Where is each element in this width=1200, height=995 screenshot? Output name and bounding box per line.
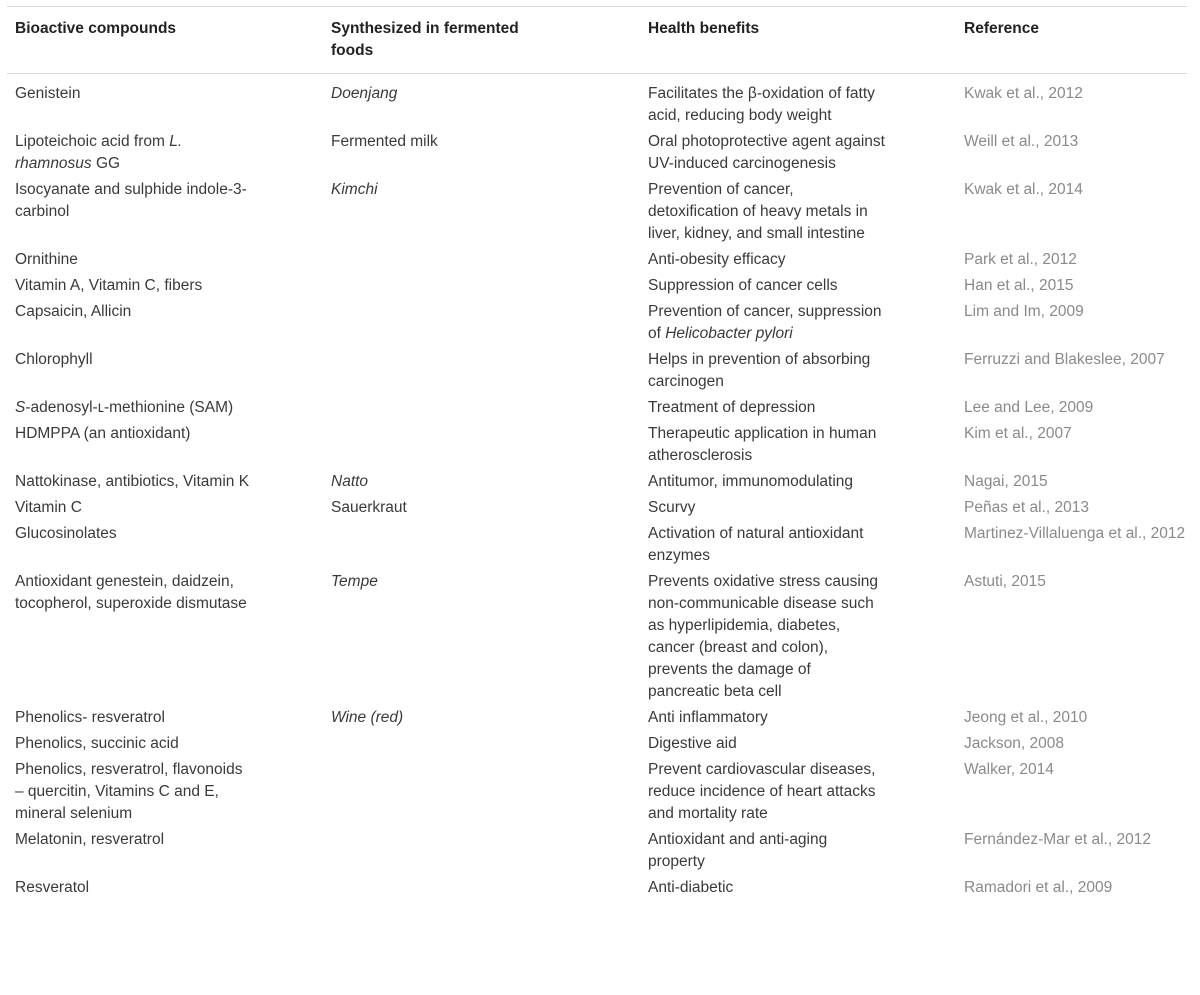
cell-compound [7, 733, 323, 759]
cell-food [323, 301, 640, 349]
text: Lipoteichoic acid from [15, 133, 170, 150]
text: Glucosinolates [15, 525, 117, 542]
text: Antioxidant genestein, daidzein, tocopherol, superoxide dismutase [15, 573, 247, 612]
cell-reference: Kim et al., 2007 [964, 425, 1072, 442]
cell-food [323, 397, 640, 423]
cell-benefit [640, 733, 956, 759]
text: Oral photoprotective agent against UV-induced carcinogenesis [648, 133, 885, 172]
header-foods: Synthesized in fermented foods [331, 20, 519, 59]
text: Ornithine [15, 251, 78, 268]
cell-benefit [640, 423, 956, 471]
text: Vitamin A, Vitamin C, fibers [15, 277, 203, 294]
text: Prevention of cancer, suppression of [648, 303, 882, 342]
italic-text: Helicobacter pylori [665, 325, 793, 342]
cell-food [323, 349, 640, 397]
cell-benefit [640, 523, 956, 571]
text: Phenolics- resveratrol [15, 709, 165, 726]
table-row [7, 829, 1187, 877]
header-benefits: Health benefits [648, 20, 760, 37]
cell-food [323, 523, 640, 571]
cell-compound [7, 571, 323, 707]
table-row [7, 397, 1187, 423]
table-row [7, 301, 1187, 349]
cell-benefit [640, 275, 956, 301]
table-row [7, 471, 1187, 497]
cell-reference: Han et al., 2015 [964, 277, 1074, 294]
cell-food [323, 733, 640, 759]
italic-text: L. rhamnosus [15, 133, 183, 172]
cell-reference: Park et al., 2012 [964, 251, 1077, 268]
cell-reference: Martinez-Villaluenga et al., 2012 [964, 525, 1186, 542]
cell-benefit [640, 707, 956, 733]
cell-reference: Astuti, 2015 [964, 573, 1046, 590]
text: Digestive aid [648, 735, 737, 752]
cell-reference: Lee and Lee, 2009 [964, 399, 1094, 416]
cell-benefit [640, 571, 956, 707]
cell-benefit [640, 497, 956, 523]
cell-compound [7, 349, 323, 397]
text: Anti inflammatory [648, 709, 768, 726]
cell-benefit [640, 179, 956, 249]
cell-benefit [640, 74, 956, 132]
cell-food [323, 877, 640, 903]
cell-food [323, 275, 640, 301]
table-row [7, 523, 1187, 571]
cell-reference: Fernández-Mar et al., 2012 [964, 831, 1151, 848]
cell-compound [7, 249, 323, 275]
text: Phenolics, resveratrol, flavonoids – quercitin, Vitamins C and E, mineral selenium [15, 761, 243, 822]
table-body [7, 74, 1187, 904]
cell-compound [7, 74, 323, 132]
cell-food [323, 759, 640, 829]
cell-compound [7, 829, 323, 877]
bioactive-compounds-table [7, 6, 1187, 903]
cell-compound [7, 759, 323, 829]
text: Prevent cardiovascular diseases, reduce incidence of heart attacks and mortality rate [648, 761, 876, 822]
cell-reference: Kwak et al., 2012 [964, 85, 1083, 102]
cell-compound [7, 179, 323, 249]
text: Suppression of cancer cells [648, 277, 838, 294]
cell-compound [7, 131, 323, 179]
text: Scurvy [648, 499, 696, 516]
cell-benefit [640, 471, 956, 497]
table-row [7, 423, 1187, 471]
cell-compound [7, 523, 323, 571]
cell-benefit [640, 131, 956, 179]
cell-food: Tempe [331, 573, 378, 590]
cell-food: Doenjang [331, 85, 398, 102]
text: HDMPPA (an antioxidant) [15, 425, 191, 442]
cell-reference: Walker, 2014 [964, 761, 1054, 778]
text: Isocyanate and sulphide indole-3-carbinol [15, 181, 247, 220]
cell-reference: Jackson, 2008 [964, 735, 1064, 752]
header-compounds: Bioactive compounds [15, 20, 177, 37]
cell-benefit [640, 759, 956, 829]
cell-reference: Lim and Im, 2009 [964, 303, 1084, 320]
text: Prevents oxidative stress causing non-communicable disease such as hyperlipidemia, diabetes, cancer (breast and colon), prevents the damage of pancreatic beta cell [648, 573, 879, 700]
cell-benefit [640, 301, 956, 349]
cell-compound [7, 397, 323, 423]
cell-benefit [640, 877, 956, 903]
cell-compound [7, 471, 323, 497]
table-row [7, 249, 1187, 275]
table-row [7, 707, 1187, 733]
table-row [7, 571, 1187, 707]
cell-reference: Kwak et al., 2014 [964, 181, 1083, 198]
text: Facilitates the β-oxidation of fatty acid, reducing body weight [648, 85, 875, 124]
table-row [7, 759, 1187, 829]
table-row [7, 74, 1187, 132]
cell-reference: Ferruzzi and Blakeslee, 2007 [964, 351, 1165, 368]
table-row [7, 349, 1187, 397]
header-reference: Reference [964, 20, 1039, 37]
cell-compound [7, 301, 323, 349]
cell-benefit [640, 249, 956, 275]
cell-reference: Nagai, 2015 [964, 473, 1048, 490]
text: Phenolics, succinic acid [15, 735, 179, 752]
cell-reference: Ramadori et al., 2009 [964, 879, 1113, 896]
cell-compound [7, 877, 323, 903]
table-row [7, 733, 1187, 759]
text: Melatonin, resveratrol [15, 831, 165, 848]
cell-food: Wine (red) [331, 709, 404, 726]
text: Chlorophyll [15, 351, 93, 368]
text: Therapeutic application in human atherosclerosis [648, 425, 877, 464]
cell-compound [7, 497, 323, 523]
cell-compound [7, 275, 323, 301]
table-row [7, 275, 1187, 301]
table-row [7, 877, 1187, 903]
cell-food [323, 829, 640, 877]
text: Treatment of depression [648, 399, 816, 416]
table-row [7, 497, 1187, 523]
table-row [7, 131, 1187, 179]
text: Genistein [15, 85, 81, 102]
cell-reference: Peñas et al., 2013 [964, 499, 1089, 516]
cell-food: Kimchi [331, 181, 378, 198]
italic-text: S [15, 399, 26, 416]
cell-benefit [640, 829, 956, 877]
cell-compound [7, 423, 323, 471]
table-row [7, 179, 1187, 249]
text: Anti-diabetic [648, 879, 734, 896]
text: Prevention of cancer, detoxification of heavy metals in liver, kidney, and small intestine [648, 181, 868, 242]
cell-benefit [640, 349, 956, 397]
text: Helps in prevention of absorbing carcinogen [648, 351, 871, 390]
cell-food [323, 249, 640, 275]
text: Vitamin C [15, 499, 82, 516]
text: Activation of natural antioxidant enzymes [648, 525, 864, 564]
text: Antitumor, immunomodulating [648, 473, 854, 490]
cell-food [323, 423, 640, 471]
text: -adenosyl-ʟ-methionine (SAM) [25, 399, 234, 416]
cell-reference: Jeong et al., 2010 [964, 709, 1088, 726]
text: Capsaicin, Allicin [15, 303, 132, 320]
cell-benefit [640, 397, 956, 423]
text: Resveratol [15, 879, 90, 896]
cell-compound [7, 707, 323, 733]
cell-food: Fermented milk [331, 133, 438, 150]
table-header [7, 7, 1187, 74]
header-row [7, 7, 1187, 74]
cell-reference: Weill et al., 2013 [964, 133, 1079, 150]
cell-food: Natto [331, 473, 369, 490]
text: Antioxidant and anti-aging property [648, 831, 828, 870]
text: Nattokinase, antibiotics, Vitamin K [15, 473, 250, 490]
text: GG [91, 155, 121, 172]
text: Anti-obesity efficacy [648, 251, 786, 268]
cell-food: Sauerkraut [331, 499, 407, 516]
